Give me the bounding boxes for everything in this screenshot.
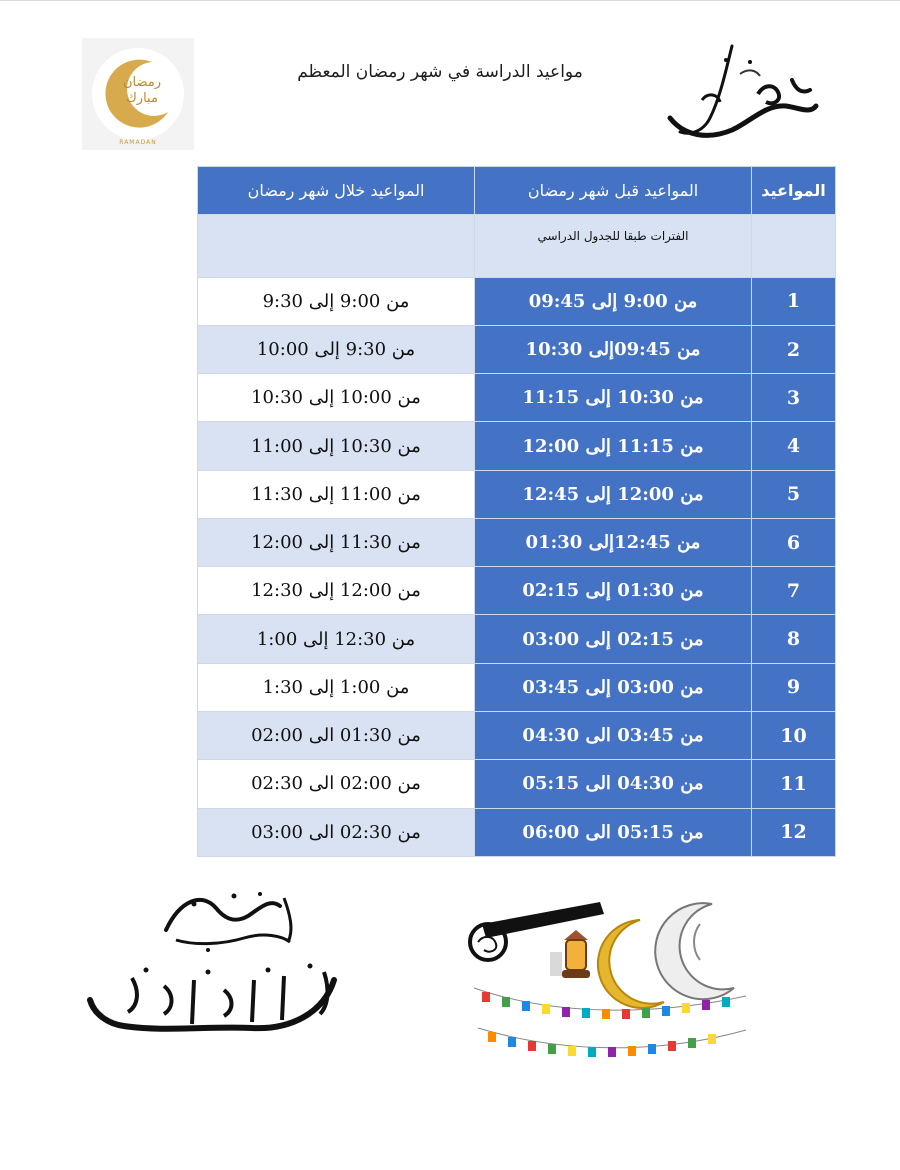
period-number-cell: 4 [752, 422, 836, 470]
before-time-cell: من 11:15 إلى 12:00 [475, 422, 752, 470]
subheader-note: الفترات طبقا للجدول الدراسي [475, 215, 752, 277]
top-border [0, 0, 900, 1]
kul-am-wa-antum-bikhair-calligraphy [84, 880, 368, 1050]
table-row [198, 470, 836, 518]
before-time-cell: من 12:45إلى 01:30 [475, 518, 752, 566]
period-number-cell: 10 [752, 712, 836, 760]
period-number-cell: 3 [752, 374, 836, 422]
schedule-table [197, 166, 836, 857]
bunting-flags-lower [488, 1032, 716, 1057]
ramadan-lantern-crescent-bunting-illustration [464, 890, 754, 1070]
table-row [198, 277, 836, 325]
during-time-cell: من 02:30 الى 03:00 [198, 808, 475, 856]
period-number-cell: 11 [752, 760, 836, 808]
before-time-cell: من 01:30 إلى 02:15 [475, 567, 752, 615]
before-time-cell: من 02:15 إلى 03:00 [475, 615, 752, 663]
during-time-cell: من 11:30 إلى 12:00 [198, 518, 475, 566]
before-time-cell: من 12:00 إلى 12:45 [475, 470, 752, 518]
during-time-cell: من 02:00 الى 02:30 [198, 760, 475, 808]
during-time-cell: من 01:30 الى 02:00 [198, 712, 475, 760]
period-number-cell: 8 [752, 615, 836, 663]
table-row [198, 615, 836, 663]
table-row [198, 567, 836, 615]
period-number-cell: 1 [752, 277, 836, 325]
period-number-cell: 2 [752, 325, 836, 373]
ramadan-mubarak-badge-logo [82, 38, 194, 150]
table-row [198, 325, 836, 373]
during-time-cell: من 12:00 إلى 12:30 [198, 567, 475, 615]
before-time-cell: من 05:15 الى 06:00 [475, 808, 752, 856]
before-time-cell: من 9:00 إلى 09:45 [475, 277, 752, 325]
period-number-cell: 5 [752, 470, 836, 518]
before-time-cell: من 09:45إلى 10:30 [475, 325, 752, 373]
table-row [198, 374, 836, 422]
table-row [198, 518, 836, 566]
before-time-cell: من 03:45 الى 04:30 [475, 712, 752, 760]
table-row [198, 808, 836, 856]
table-row [198, 663, 836, 711]
period-number-cell: 12 [752, 808, 836, 856]
during-time-cell: من 11:00 إلى 11:30 [198, 470, 475, 518]
badge-text-ramadan: رمضان [122, 75, 162, 90]
badge-text-mubarak: مبارك [126, 91, 158, 106]
period-number-cell: 9 [752, 663, 836, 711]
header-number: المواعيد [752, 167, 836, 215]
ramadan-kareem-calligraphy [662, 40, 822, 144]
header-before-ramadan: المواعيد قبل شهر رمضان [475, 167, 752, 215]
during-time-cell: من 1:00 إلى 1:30 [198, 663, 475, 711]
badge-caption: RAMADAN [119, 139, 157, 146]
lantern-icon [550, 930, 590, 978]
bunting-line-lower [478, 1028, 746, 1048]
before-time-cell: من 03:00 إلى 03:45 [475, 663, 752, 711]
subheader-empty-during [198, 215, 475, 277]
gold-crescent-icon [598, 920, 664, 1008]
during-time-cell: من 10:00 إلى 10:30 [198, 374, 475, 422]
period-number-cell: 7 [752, 567, 836, 615]
table-row [198, 760, 836, 808]
table-row [198, 712, 836, 760]
header-during-ramadan: المواعيد خلال شهر رمضان [198, 167, 475, 215]
table-header-row [198, 167, 836, 215]
before-time-cell: من 04:30 الى 05:15 [475, 760, 752, 808]
table-row [198, 422, 836, 470]
before-time-cell: من 10:30 إلى 11:15 [475, 374, 752, 422]
during-time-cell: من 9:00 إلى 9:30 [198, 277, 475, 325]
subheader-empty-number [752, 215, 836, 277]
during-time-cell: من 9:30 إلى 10:00 [198, 325, 475, 373]
during-time-cell: من 10:30 إلى 11:00 [198, 422, 475, 470]
during-time-cell: من 12:30 إلى 1:00 [198, 615, 475, 663]
period-number-cell: 6 [752, 518, 836, 566]
table-subheader-row [198, 215, 836, 277]
page-title: مواعيد الدراسة في شهر رمضان المعظم [297, 62, 583, 82]
